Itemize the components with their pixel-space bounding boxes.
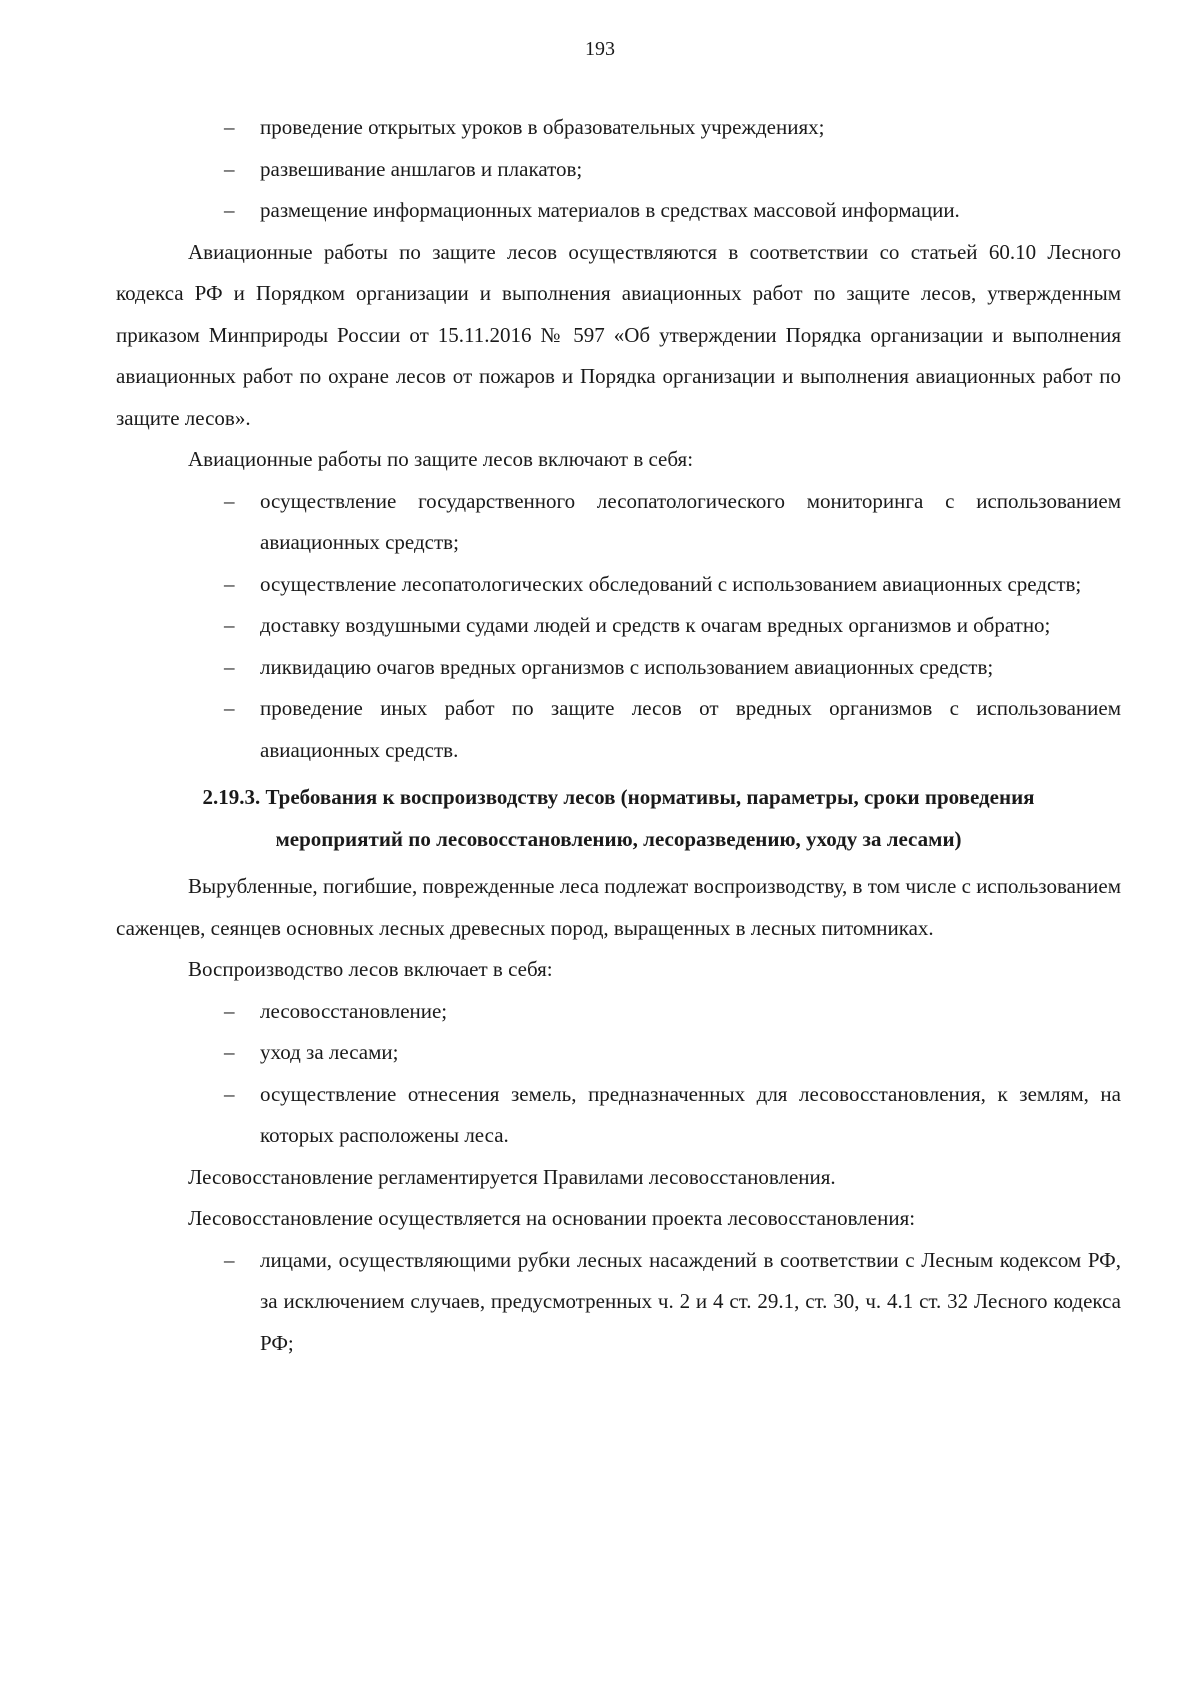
dash-bullet: –	[224, 1040, 235, 1064]
list-item	[116, 149, 1121, 191]
dash-bullet: –	[224, 198, 235, 222]
dash-bullet: –	[224, 696, 235, 720]
list-item	[116, 688, 1121, 771]
list-item	[116, 481, 1121, 564]
dash-bullet: –	[224, 1081, 235, 1106]
dash-bullet: –	[224, 654, 235, 679]
paragraph-reforestation-rules: Лесовосстановление регламентируется Правилами лесовосстановления.	[188, 1164, 836, 1189]
list-item	[116, 1032, 1121, 1074]
list-item-text: лесовосстановление;	[260, 998, 448, 1023]
list-item-text: размещение информационных материалов в средствах массовой информации.	[260, 198, 960, 222]
paragraph-reproduction-required: Вырубленные, погибшие, поврежденные леса подлежат воспроизводству, в том числе с использованием саженцев, сеянцев основных лесных древесных пород, выращенных в лесных питомниках.	[116, 874, 1121, 940]
page-content	[116, 107, 1121, 1364]
list-item-text: осуществление государственного лесопатологического мониторинга с использованием авиационных средств;	[260, 488, 1121, 554]
dash-bullet: –	[224, 115, 235, 139]
page-number: 193	[585, 38, 615, 60]
list-item	[116, 1240, 1121, 1365]
dash-bullet: –	[224, 1247, 235, 1272]
reforestation-parties-list	[116, 1240, 1121, 1365]
dash-bullet: –	[224, 613, 235, 637]
aviation-works-list	[116, 481, 1121, 772]
dash-bullet: –	[224, 156, 235, 181]
paragraph-reforestation-project: Лесовосстановление осуществляется на основании проекта лесовосстановления:	[188, 1206, 916, 1230]
paragraph-reproduction-includes: Воспроизводство лесов включает в себя:	[188, 957, 553, 981]
list-item-text: доставку воздушными судами людей и средств к очагам вредных организмов и обратно;	[260, 613, 1051, 637]
list-item	[116, 107, 1121, 149]
list-item-text: ликвидацию очагов вредных организмов с использованием авиационных средств;	[260, 654, 994, 679]
list-item-text: развешивание аншлагов и плакатов;	[260, 156, 583, 181]
list-item	[116, 564, 1121, 606]
dash-bullet: –	[224, 998, 235, 1023]
paragraph-aviation-basis: Авиационные работы по защите лесов осуществляются в соответствии со статьей 60.10 Лесного кодекса РФ и Порядком организации и выполнения авиационных работ по защите лесов, утвержденным приказом Минприроды России от 15.11.2016 № 597 «Об утверждении Порядка организации и выполнения авиационных работ по охране лесов от пожаров и Порядка организации и выполнения авиационных работ по защите лесов».	[116, 239, 1121, 430]
section-heading-line: мероприятий по лесовосстановлению, лесоразведению, уходу за лесами)	[275, 826, 962, 851]
list-item	[116, 647, 1121, 689]
section-heading	[116, 777, 1121, 860]
list-item-text: осуществление лесопатологических обследований с использованием авиационных средств;	[260, 571, 1082, 596]
dash-bullet: –	[224, 571, 235, 596]
list-item	[116, 605, 1121, 647]
outreach-list	[116, 107, 1121, 232]
list-item-text: проведение открытых уроков в образовательных учреждениях;	[260, 115, 825, 139]
list-item	[116, 1074, 1121, 1157]
list-item-text: проведение иных работ по защите лесов от вредных организмов с использованием авиационных средств.	[260, 696, 1121, 762]
section-heading-line: 2.19.3. Требования к воспроизводству лесов (нормативы, параметры, сроки проведения	[202, 785, 1035, 809]
list-item-text: лицами, осуществляющими рубки лесных насаждений в соответствии с Лесным кодексом РФ, за исключением случаев, предусмотренных ч. 2 и 4 ст. 29.1, ст. 30, ч. 4.1 ст. 32 Лесного кодекса РФ;	[260, 1247, 1121, 1355]
dash-bullet: –	[224, 488, 235, 513]
list-item	[116, 991, 1121, 1033]
list-item	[116, 190, 1121, 232]
paragraph-aviation-includes: Авиационные работы по защите лесов включают в себя:	[188, 447, 694, 471]
list-item-text: уход за лесами;	[260, 1040, 399, 1064]
reproduction-list	[116, 991, 1121, 1157]
list-item-text: осуществление отнесения земель, предназначенных для лесовосстановления, к землям, на которых расположены леса.	[260, 1081, 1121, 1147]
